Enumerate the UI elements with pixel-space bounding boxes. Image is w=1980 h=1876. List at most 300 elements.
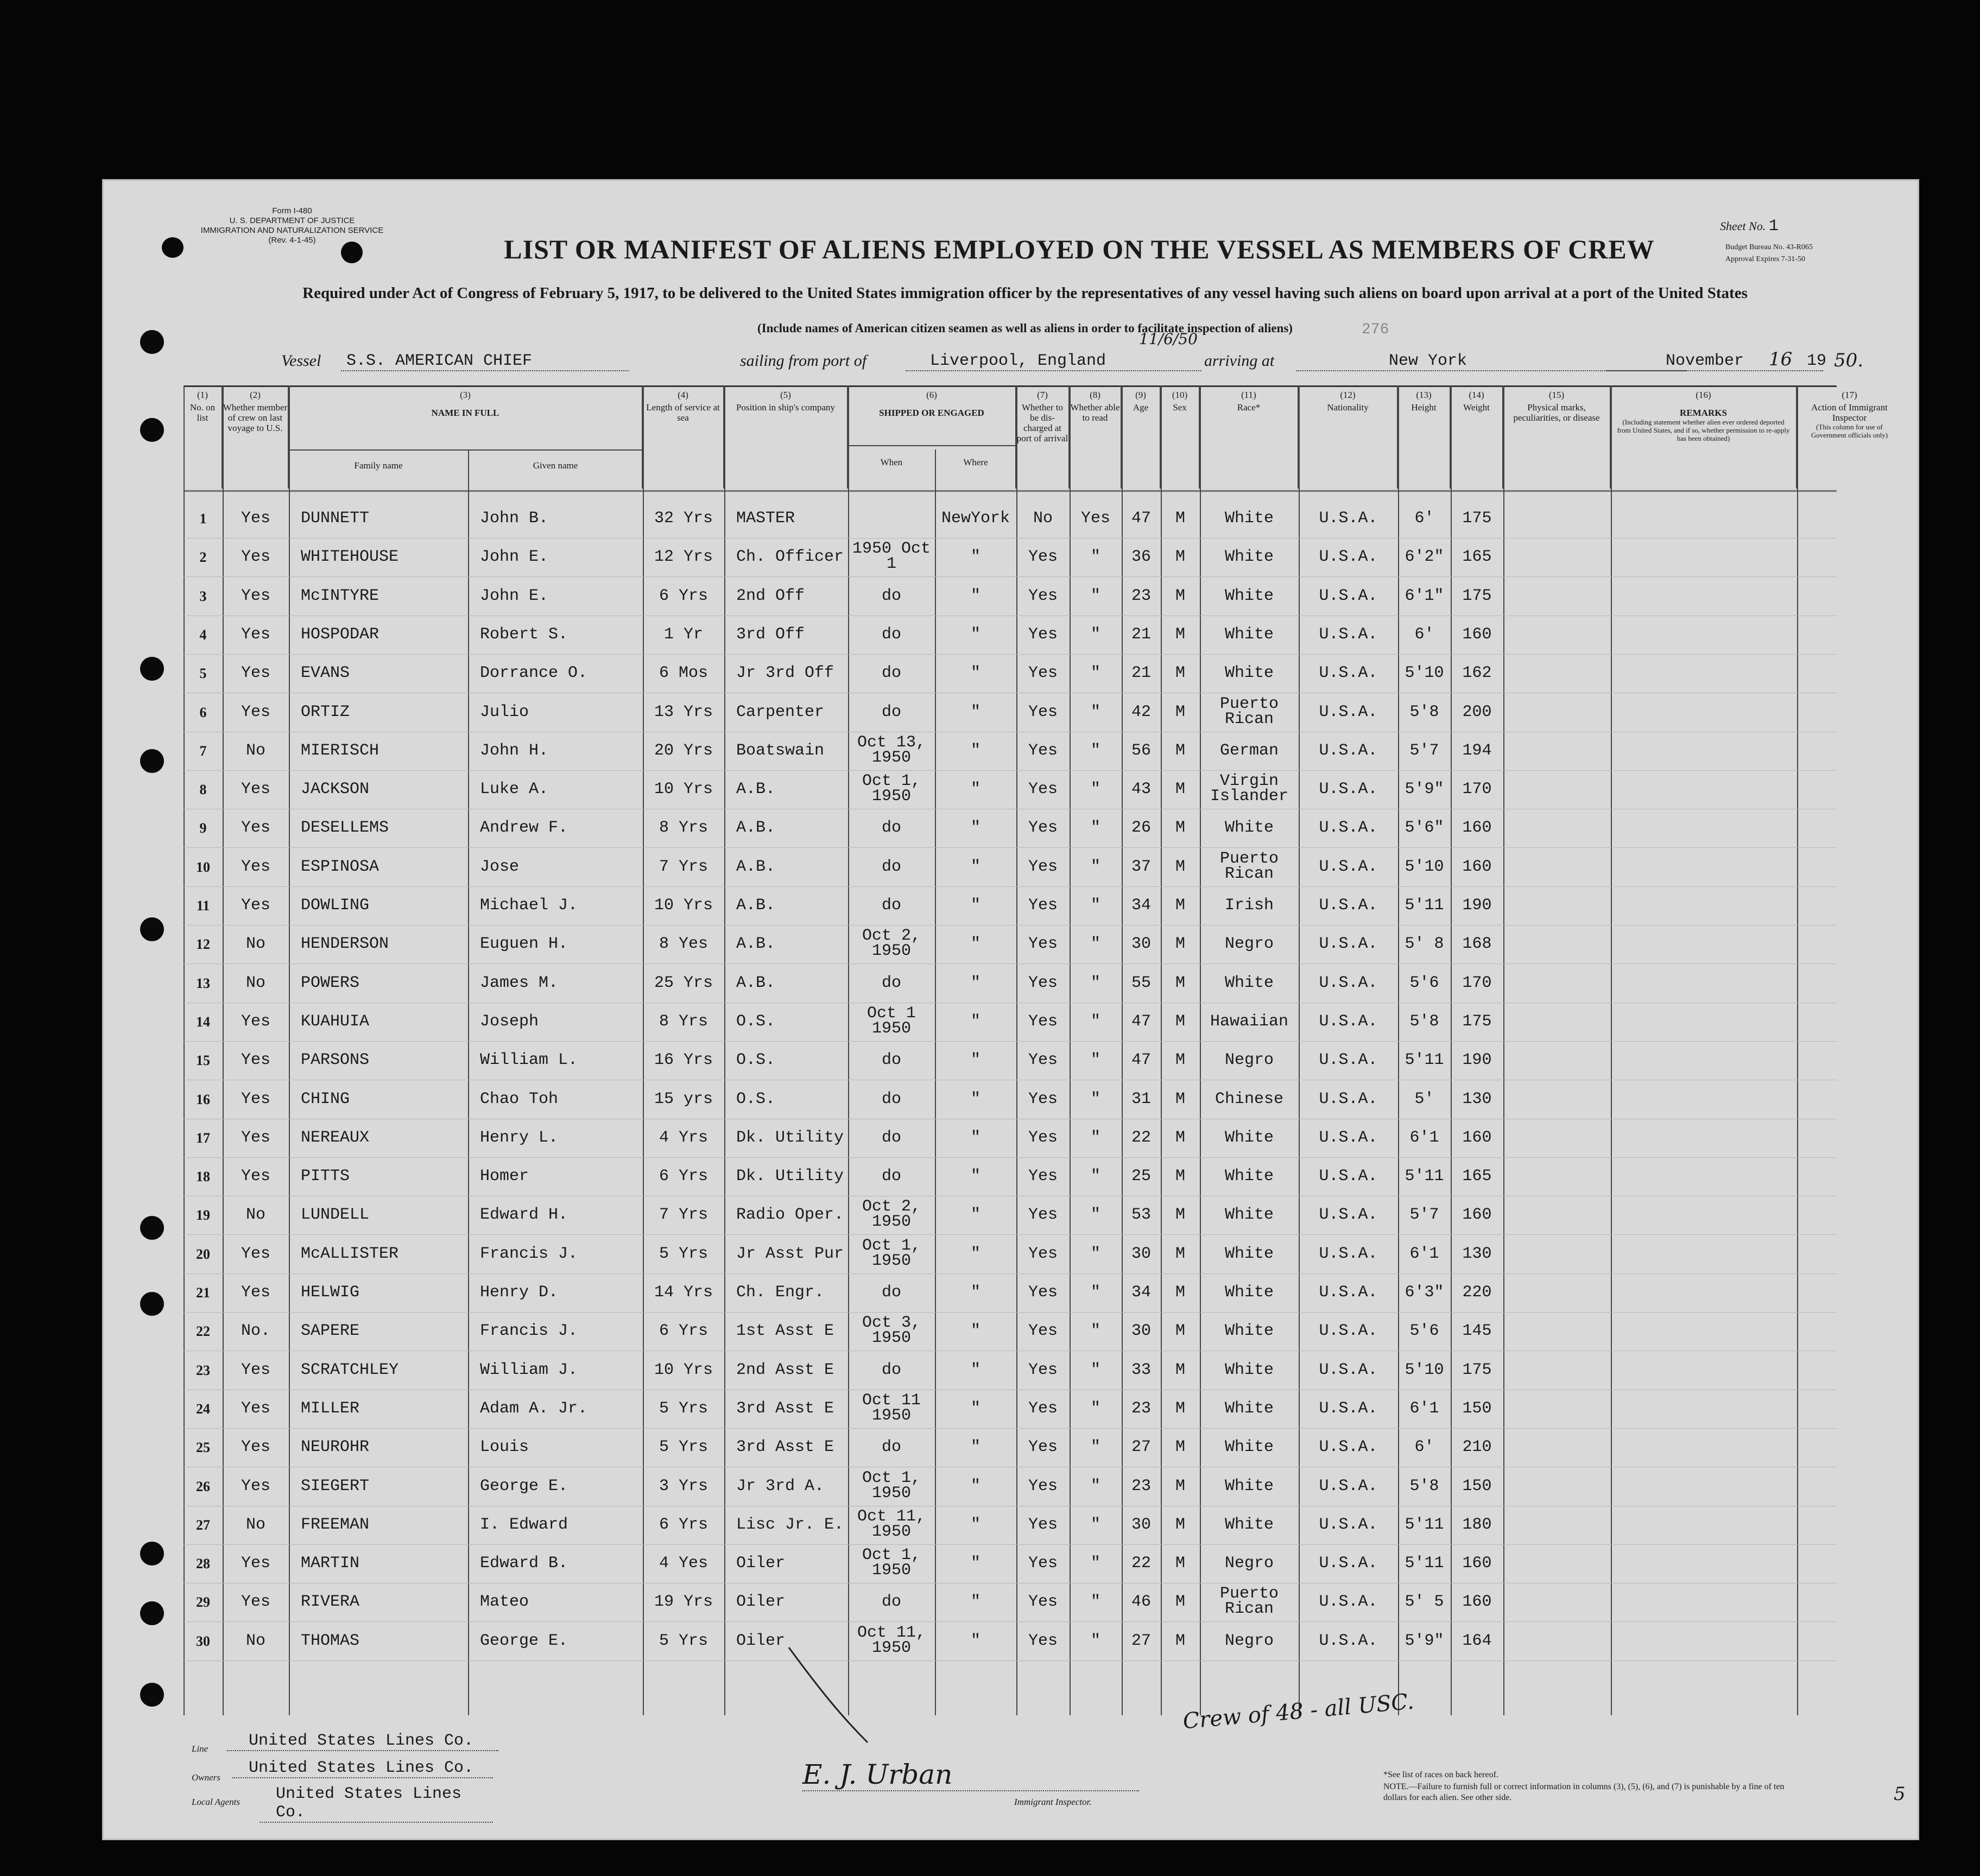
cell-last: Yes bbox=[241, 702, 270, 721]
cell-age: 47 bbox=[1131, 1012, 1151, 1031]
table-row bbox=[184, 1273, 1837, 1313]
cell-service: 6 Yrs bbox=[659, 1322, 708, 1341]
column-number: (13) bbox=[1416, 390, 1432, 400]
cell-height: 5'7 bbox=[1409, 1206, 1439, 1225]
cell-family: JACKSON bbox=[301, 780, 370, 799]
cell-weight: 160 bbox=[1462, 1128, 1492, 1147]
cell-given: John E. bbox=[480, 548, 549, 567]
cell-age: 55 bbox=[1131, 973, 1151, 992]
cell-read: " bbox=[1090, 1206, 1100, 1225]
cell-given: Luke A. bbox=[480, 780, 549, 799]
cell-family: SIEGERT bbox=[301, 1476, 370, 1495]
cell-nationality: U.S.A. bbox=[1319, 509, 1378, 528]
cell-weight: 160 bbox=[1462, 857, 1492, 876]
column-label: Age bbox=[1133, 402, 1149, 413]
cell-race: White bbox=[1224, 1322, 1274, 1341]
cell-last: Yes bbox=[241, 780, 270, 799]
cell-family: SCRATCHLEY bbox=[301, 1360, 399, 1379]
cell-service: 4 Yes bbox=[659, 1554, 708, 1573]
cell-read: " bbox=[1090, 1167, 1100, 1186]
cell-given: Homer bbox=[480, 1167, 529, 1186]
cell-race: German bbox=[1219, 741, 1279, 760]
cell-nationality: U.S.A. bbox=[1319, 548, 1378, 567]
cell-discharged: Yes bbox=[1028, 702, 1058, 721]
cell-when: Oct 1, 1950 bbox=[862, 1546, 921, 1580]
cell-last: No bbox=[245, 973, 265, 992]
table-row bbox=[184, 1080, 1837, 1119]
cell-given: John B. bbox=[480, 509, 549, 528]
cell-race: Negro bbox=[1224, 1554, 1274, 1573]
subcolumn-label: Given name bbox=[533, 460, 578, 471]
date-note: 11/6/50 bbox=[1139, 330, 1198, 348]
table-row bbox=[184, 1351, 1837, 1390]
cell-family: DUNNETT bbox=[301, 509, 370, 528]
cell-no: 13 bbox=[196, 975, 210, 991]
column-number: (17) bbox=[1842, 390, 1857, 400]
cell-family: WHITEHOUSE bbox=[301, 548, 399, 567]
column-detail: (Including statement whether alien ever ordered deported from United States, and if so, whether permission to re-apply has been obtained) bbox=[1617, 418, 1790, 442]
cell-discharged: Yes bbox=[1028, 1631, 1058, 1650]
cell-height: 5' 5 bbox=[1405, 1593, 1444, 1612]
cell-race: Virgin Islander bbox=[1210, 772, 1289, 806]
cell-given: Chao Toh bbox=[480, 1089, 559, 1108]
corner-mark: 5 bbox=[1894, 1783, 1906, 1805]
cell-height: 5'10 bbox=[1405, 1360, 1444, 1379]
cell-read: " bbox=[1090, 1089, 1100, 1108]
table-row bbox=[184, 1544, 1837, 1583]
cell-height: 5'6 bbox=[1409, 973, 1439, 992]
column-label: Length of service at sea bbox=[646, 402, 720, 423]
cell-read: Yes bbox=[1080, 509, 1110, 528]
cell-no: 24 bbox=[196, 1400, 210, 1417]
cell-race: White bbox=[1224, 548, 1274, 567]
cell-age: 27 bbox=[1131, 1631, 1151, 1650]
cell-when: Oct 2, 1950 bbox=[862, 927, 921, 961]
cell-service: 5 Yrs bbox=[659, 1244, 708, 1263]
cell-weight: 210 bbox=[1462, 1438, 1492, 1457]
inspector-signature: E. J. Urban bbox=[802, 1759, 1139, 1791]
cell-family: McALLISTER bbox=[301, 1244, 399, 1263]
table-row bbox=[184, 1583, 1837, 1622]
column-detail: (This column for use of Government officials only) bbox=[1811, 423, 1888, 439]
cell-given: Andrew F. bbox=[480, 819, 568, 838]
cell-no: 3 bbox=[199, 588, 207, 604]
form-subtitle: Required under Act of Congress of February 5, 1917, to be delivered to the United States immigration officer by the representatives of any vessel having such aliens on board upon arrival at a port of the United States bbox=[302, 284, 1748, 302]
cell-given: Jose bbox=[480, 857, 520, 876]
cell-weight: 160 bbox=[1462, 1206, 1492, 1225]
cell-given: Euguen H. bbox=[480, 935, 568, 954]
cell-position: Jr 3rd Off bbox=[736, 664, 834, 683]
cell-service: 5 Yrs bbox=[659, 1438, 708, 1457]
cell-family: HENDERSON bbox=[301, 935, 389, 954]
cell-read: " bbox=[1090, 780, 1100, 799]
cell-race: White bbox=[1224, 819, 1274, 838]
cell-family: FREEMAN bbox=[301, 1515, 370, 1534]
header-divider bbox=[848, 445, 1015, 446]
cell-last: Yes bbox=[241, 548, 270, 567]
cell-height: 6'1 bbox=[1409, 1244, 1439, 1263]
cell-sex: M bbox=[1175, 1399, 1185, 1418]
cell-height: 6'1 bbox=[1409, 1399, 1439, 1418]
cell-age: 47 bbox=[1131, 509, 1151, 528]
cell-weight: 150 bbox=[1462, 1399, 1492, 1418]
cell-last: Yes bbox=[241, 896, 270, 915]
form-identification bbox=[178, 206, 406, 245]
agents-label: Local Agents bbox=[192, 1797, 240, 1807]
service: IMMIGRATION AND NATURALIZATION SERVICE bbox=[200, 226, 384, 235]
cell-no: 2 bbox=[199, 549, 207, 566]
cell-age: 36 bbox=[1131, 548, 1151, 567]
crew-table bbox=[184, 385, 1888, 1715]
cell-age: 22 bbox=[1131, 1128, 1151, 1147]
cell-race: White bbox=[1224, 1515, 1274, 1534]
cell-read: " bbox=[1090, 973, 1100, 992]
cell-nationality: U.S.A. bbox=[1319, 935, 1378, 954]
cell-weight: 160 bbox=[1462, 1593, 1492, 1612]
cell-read: " bbox=[1090, 548, 1100, 567]
budget-info bbox=[1725, 242, 1813, 265]
punch-hole bbox=[140, 657, 164, 681]
cell-where: " bbox=[970, 548, 980, 567]
cell-discharged: Yes bbox=[1028, 1476, 1058, 1495]
cell-last: Yes bbox=[241, 1089, 270, 1108]
cell-where: " bbox=[970, 1515, 980, 1534]
cell-when: Oct 13, 1950 bbox=[857, 733, 926, 767]
cell-height: 5'7 bbox=[1409, 741, 1439, 760]
cell-where: " bbox=[970, 741, 980, 760]
cell-race: Negro bbox=[1224, 1051, 1274, 1070]
cell-discharged: No bbox=[1033, 509, 1053, 528]
cell-no: 25 bbox=[196, 1440, 210, 1456]
cell-last: No bbox=[245, 1631, 265, 1650]
cell-position: 2nd Off bbox=[736, 586, 805, 605]
cell-last: Yes bbox=[241, 1593, 270, 1612]
cell-position: Radio Oper. bbox=[736, 1206, 844, 1225]
cell-height: 6'1" bbox=[1405, 586, 1444, 605]
cell-last: Yes bbox=[241, 1244, 270, 1263]
cell-given: Louis bbox=[480, 1438, 529, 1457]
column-number: (7) bbox=[1037, 390, 1048, 400]
cell-discharged: Yes bbox=[1028, 1322, 1058, 1341]
cell-sex: M bbox=[1175, 780, 1185, 799]
cell-height: 5'11 bbox=[1405, 1554, 1444, 1573]
cell-read: " bbox=[1090, 935, 1100, 954]
column-label: Nationality bbox=[1327, 402, 1369, 413]
cell-family: PITTS bbox=[301, 1167, 350, 1186]
cell-service: 4 Yrs bbox=[659, 1128, 708, 1147]
cell-where: " bbox=[970, 973, 980, 992]
cell-when: 1950 Oct 1 bbox=[852, 540, 931, 574]
cell-nationality: U.S.A. bbox=[1319, 1012, 1378, 1031]
column-number: (11) bbox=[1241, 390, 1256, 400]
agents-value: United States Lines Co. bbox=[260, 1785, 493, 1823]
cell-service: 7 Yrs bbox=[659, 857, 708, 876]
cell-weight: 164 bbox=[1462, 1631, 1492, 1650]
cell-no: 8 bbox=[199, 782, 207, 798]
subcolumn-label: When bbox=[880, 457, 903, 467]
cell-discharged: Yes bbox=[1028, 857, 1058, 876]
cell-service: 10 Yrs bbox=[654, 780, 713, 799]
owners-label: Owners bbox=[192, 1772, 220, 1783]
cell-nationality: U.S.A. bbox=[1319, 857, 1378, 876]
cell-height: 5'10 bbox=[1405, 857, 1444, 876]
cell-race: Negro bbox=[1224, 935, 1274, 954]
cell-no: 4 bbox=[199, 626, 207, 643]
cell-given: Joseph bbox=[480, 1012, 539, 1031]
cell-age: 25 bbox=[1131, 1167, 1151, 1186]
cell-nationality: U.S.A. bbox=[1319, 1128, 1378, 1147]
cell-sex: M bbox=[1175, 1206, 1185, 1225]
cell-discharged: Yes bbox=[1028, 935, 1058, 954]
cell-position: A.B. bbox=[736, 819, 776, 838]
cell-position: 3rd Asst E bbox=[736, 1438, 834, 1457]
cell-read: " bbox=[1090, 1012, 1100, 1031]
cell-read: " bbox=[1090, 625, 1100, 644]
cell-given: James M. bbox=[480, 973, 559, 992]
cell-sex: M bbox=[1175, 1012, 1185, 1031]
cell-family: PARSONS bbox=[301, 1051, 370, 1070]
cell-service: 13 Yrs bbox=[654, 702, 713, 721]
cell-last: Yes bbox=[241, 1051, 270, 1070]
cell-read: " bbox=[1090, 896, 1100, 915]
cell-height: 5'11 bbox=[1405, 896, 1444, 915]
cell-last: No bbox=[245, 741, 265, 760]
vessel-label: Vessel bbox=[281, 352, 321, 370]
column-header bbox=[1299, 385, 1398, 489]
column-label: Position in ship's company bbox=[736, 402, 836, 413]
cell-read: " bbox=[1090, 1399, 1100, 1418]
table-row bbox=[184, 925, 1837, 964]
cell-sex: M bbox=[1175, 1438, 1185, 1457]
cell-family: MILLER bbox=[301, 1399, 360, 1418]
cell-last: No bbox=[245, 935, 265, 954]
cell-height: 5'8 bbox=[1409, 1012, 1439, 1031]
cell-when: do bbox=[881, 1593, 901, 1612]
table-row bbox=[184, 1041, 1837, 1080]
cell-weight: 190 bbox=[1462, 896, 1492, 915]
cell-discharged: Yes bbox=[1028, 1399, 1058, 1418]
cell-service: 6 Yrs bbox=[659, 586, 708, 605]
cell-sex: M bbox=[1175, 741, 1185, 760]
cell-height: 5'10 bbox=[1405, 664, 1444, 683]
cell-sex: M bbox=[1175, 1360, 1185, 1379]
cell-height: 5'11 bbox=[1405, 1051, 1444, 1070]
column-header bbox=[1398, 385, 1451, 489]
cell-where: " bbox=[970, 1089, 980, 1108]
cell-position: Oiler bbox=[736, 1593, 786, 1612]
cell-nationality: U.S.A. bbox=[1319, 741, 1378, 760]
cell-where: NewYork bbox=[941, 509, 1010, 528]
cell-sex: M bbox=[1175, 1515, 1185, 1534]
cell-height: 5' 8 bbox=[1405, 935, 1444, 954]
cell-no: 7 bbox=[199, 743, 207, 759]
cell-read: " bbox=[1090, 1051, 1100, 1070]
cell-last: Yes bbox=[241, 1128, 270, 1147]
cell-age: 56 bbox=[1131, 741, 1151, 760]
cell-read: " bbox=[1090, 857, 1100, 876]
cell-nationality: U.S.A. bbox=[1319, 1244, 1378, 1263]
column-label: Sex bbox=[1173, 402, 1187, 413]
cell-given: Edward H. bbox=[480, 1206, 568, 1225]
table-row bbox=[184, 1157, 1837, 1196]
punch-hole bbox=[140, 418, 164, 442]
cell-given: John H. bbox=[480, 741, 549, 760]
cell-given: Julio bbox=[480, 702, 529, 721]
cell-service: 16 Yrs bbox=[654, 1051, 713, 1070]
cell-nationality: U.S.A. bbox=[1319, 586, 1378, 605]
cell-position: Boatswain bbox=[736, 741, 825, 760]
department: U. S. DEPARTMENT OF JUSTICE bbox=[229, 216, 355, 225]
cell-where: " bbox=[970, 1283, 980, 1302]
column-label: Action of Immigrant Inspector bbox=[1811, 402, 1888, 423]
cell-last: Yes bbox=[241, 664, 270, 683]
stamp-number: 276 bbox=[1362, 321, 1389, 338]
cell-given: Mateo bbox=[480, 1593, 529, 1612]
cell-where: " bbox=[970, 1476, 980, 1495]
cell-sex: M bbox=[1175, 857, 1185, 876]
cell-sex: M bbox=[1175, 1631, 1185, 1650]
table-row bbox=[184, 886, 1837, 926]
cell-height: 5'6 bbox=[1409, 1322, 1439, 1341]
cell-given: Francis J. bbox=[480, 1322, 578, 1341]
column-label: Weight bbox=[1463, 402, 1490, 413]
cell-weight: 130 bbox=[1462, 1089, 1492, 1108]
sheet-label: Sheet No. bbox=[1720, 219, 1766, 233]
column-label: Physical marks, peculiarities, or disease bbox=[1513, 402, 1600, 423]
punch-hole bbox=[140, 1542, 164, 1566]
cell-race: White bbox=[1224, 1283, 1274, 1302]
cell-family: HOSPODAR bbox=[301, 625, 379, 644]
cell-where: " bbox=[970, 1167, 980, 1186]
cell-weight: 160 bbox=[1462, 1554, 1492, 1573]
form-instruction: (Include names of American citizen seamen as well as aliens in order to facilitate inspection of aliens) bbox=[757, 321, 1293, 335]
cell-family: RIVERA bbox=[301, 1593, 360, 1612]
punch-hole bbox=[140, 1601, 164, 1625]
cell-nationality: U.S.A. bbox=[1319, 1051, 1378, 1070]
cell-discharged: Yes bbox=[1028, 586, 1058, 605]
column-label: Whether to be dis-charged at port of arrival bbox=[1016, 402, 1068, 443]
table-row bbox=[184, 499, 1837, 538]
cell-family: POWERS bbox=[301, 973, 360, 992]
column-header bbox=[643, 385, 724, 489]
cell-discharged: Yes bbox=[1028, 896, 1058, 915]
column-number: (8) bbox=[1090, 390, 1100, 400]
cell-given: George E. bbox=[480, 1476, 568, 1495]
cell-discharged: Yes bbox=[1028, 548, 1058, 567]
cell-read: " bbox=[1090, 1593, 1100, 1612]
cell-sex: M bbox=[1175, 896, 1185, 915]
cell-service: 8 Yrs bbox=[659, 1012, 708, 1031]
column-label: Height bbox=[1411, 402, 1437, 413]
cell-position: A.B. bbox=[736, 780, 776, 799]
cell-sex: M bbox=[1175, 1089, 1185, 1108]
cell-weight: 175 bbox=[1462, 586, 1492, 605]
column-header bbox=[848, 385, 1016, 489]
cell-last: Yes bbox=[241, 1399, 270, 1418]
cell-last: Yes bbox=[241, 1476, 270, 1495]
column-number: (5) bbox=[780, 390, 791, 400]
cell-race: White bbox=[1224, 625, 1274, 644]
cell-read: " bbox=[1090, 1128, 1100, 1147]
punch-hole bbox=[140, 1292, 164, 1316]
column-label: Whether able to read bbox=[1070, 402, 1120, 423]
cell-position: A.B. bbox=[736, 973, 776, 992]
cell-sex: M bbox=[1175, 625, 1185, 644]
cell-no: 18 bbox=[196, 1169, 210, 1185]
column-header bbox=[1200, 385, 1299, 489]
cell-when: do bbox=[881, 1283, 901, 1302]
cell-weight: 190 bbox=[1462, 1051, 1492, 1070]
cell-when: do bbox=[881, 702, 901, 721]
table-row bbox=[184, 616, 1837, 655]
cell-race: White bbox=[1224, 1438, 1274, 1457]
cell-family: ORTIZ bbox=[301, 702, 350, 721]
cell-given: I. Edward bbox=[480, 1515, 568, 1534]
cell-when bbox=[848, 499, 935, 538]
cell-position: Oiler bbox=[736, 1554, 786, 1573]
cell-weight: 175 bbox=[1462, 1012, 1492, 1031]
cell-age: 21 bbox=[1131, 664, 1151, 683]
cell-position: Carpenter bbox=[736, 702, 825, 721]
cell-read: " bbox=[1090, 741, 1100, 760]
cell-race: Hawaiian bbox=[1210, 1012, 1289, 1031]
cell-family: McINTYRE bbox=[301, 586, 379, 605]
cell-service: 14 Yrs bbox=[654, 1283, 713, 1302]
cell-no: 11 bbox=[196, 898, 210, 914]
column-label: Whether member of crew on last voyage to U.S. bbox=[223, 402, 288, 433]
column-number: (15) bbox=[1548, 390, 1565, 400]
cell-no: 10 bbox=[196, 859, 210, 875]
table-row bbox=[184, 809, 1837, 848]
pen-stroke bbox=[786, 1645, 873, 1748]
cell-when: Oct 11 1950 bbox=[862, 1391, 921, 1425]
column-label: REMARKS bbox=[1680, 408, 1727, 418]
cell-race: White bbox=[1224, 1206, 1274, 1225]
cell-service: 15 yrs bbox=[654, 1089, 713, 1108]
cell-when: Oct 1, 1950 bbox=[862, 1236, 921, 1270]
cell-weight: 145 bbox=[1462, 1322, 1492, 1341]
cell-no: 17 bbox=[196, 1130, 210, 1146]
table-row bbox=[184, 654, 1837, 693]
handwritten-crew-note: Crew of 48 - all USC. bbox=[1181, 1689, 1415, 1734]
column-label: SHIPPED OR ENGAGED bbox=[879, 408, 984, 418]
cell-family: NEREAUX bbox=[301, 1128, 370, 1147]
table-row bbox=[184, 1622, 1837, 1661]
cell-nationality: U.S.A. bbox=[1319, 1360, 1378, 1379]
column-header bbox=[1611, 385, 1797, 489]
cell-read: " bbox=[1090, 1360, 1100, 1379]
cell-where: " bbox=[970, 1554, 980, 1573]
column-header bbox=[1122, 385, 1161, 489]
cell-given: Edward B. bbox=[480, 1554, 568, 1573]
cell-service: 5 Yrs bbox=[659, 1399, 708, 1418]
cell-service: 8 Yes bbox=[659, 935, 708, 954]
cell-when: do bbox=[881, 1051, 901, 1070]
cell-discharged: Yes bbox=[1028, 1438, 1058, 1457]
manifest-sheet bbox=[102, 179, 1919, 1840]
page-title: LIST OR MANIFEST OF ALIENS EMPLOYED ON THE VESSEL AS MEMBERS OF CREW bbox=[504, 234, 1655, 264]
cell-position: A.B. bbox=[736, 857, 776, 876]
table-row bbox=[184, 1506, 1837, 1545]
cell-family: SAPERE bbox=[301, 1322, 360, 1341]
cell-service: 10 Yrs bbox=[654, 1360, 713, 1379]
cell-age: 33 bbox=[1131, 1360, 1151, 1379]
cell-family: KUAHUIA bbox=[301, 1012, 370, 1031]
cell-last: Yes bbox=[241, 586, 270, 605]
cell-height: 5'8 bbox=[1409, 1476, 1439, 1495]
cell-age: 22 bbox=[1131, 1554, 1151, 1573]
cell-service: 5 Yrs bbox=[659, 1631, 708, 1650]
